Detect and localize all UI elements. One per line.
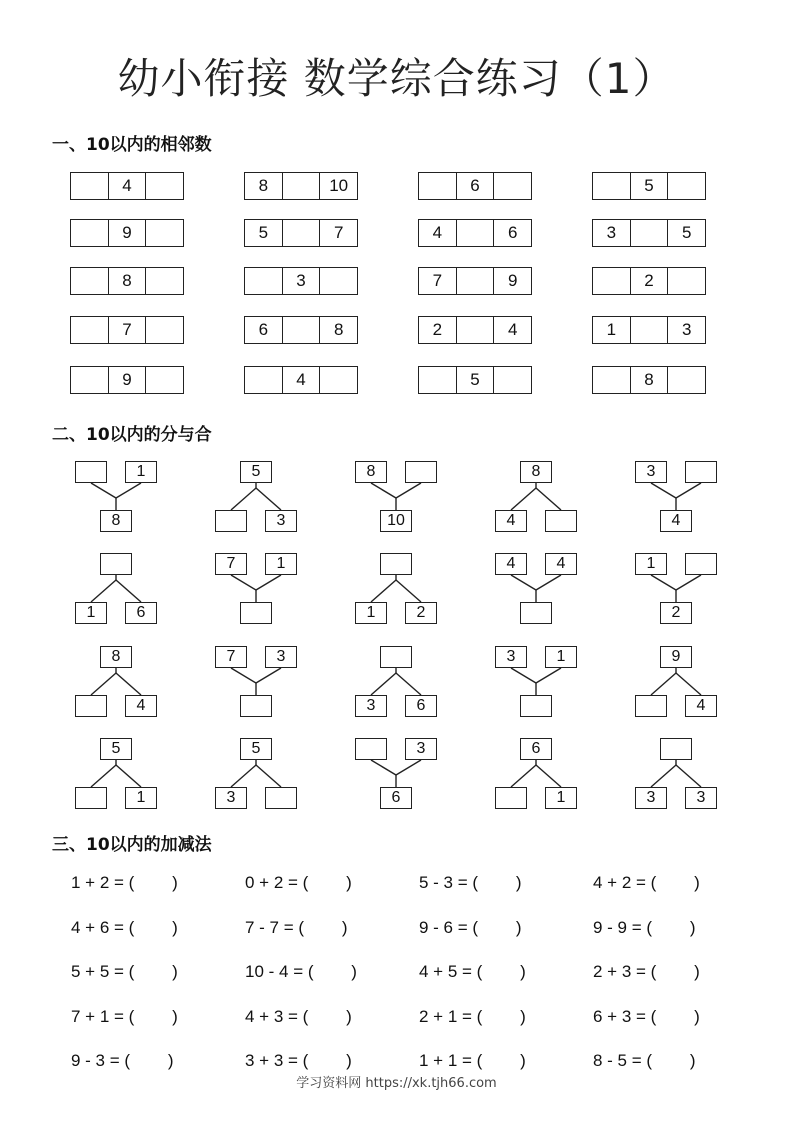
neighbor-strip [592, 366, 706, 394]
split-merge-tree [70, 645, 190, 719]
neighbor-strip [592, 219, 706, 247]
equation[interactable]: 7 + 1 = ( ) [71, 1007, 178, 1026]
neighbor-cell[interactable] [245, 367, 282, 393]
equation[interactable]: 3 + 3 = ( ) [245, 1051, 352, 1070]
neighbor-cell[interactable] [319, 367, 357, 393]
tree-box-total: 10 [380, 510, 412, 532]
tree-box-right-part[interactable] [685, 461, 717, 483]
neighbor-cell[interactable] [456, 317, 494, 343]
neighbor-strip [418, 267, 532, 295]
split-merge-tree [490, 460, 610, 534]
tree-box-left-part: 3 [495, 646, 527, 668]
neighbor-cell: 8 [630, 367, 668, 393]
split-merge-tree [210, 552, 330, 626]
neighbor-strip [70, 267, 184, 295]
tree-box-right-part: 1 [125, 461, 157, 483]
equation[interactable]: 7 - 7 = ( ) [245, 918, 348, 937]
neighbor-cell: 4 [282, 367, 320, 393]
neighbor-cell[interactable] [145, 173, 183, 199]
split-merge-tree [490, 737, 610, 811]
neighbor-cell: 4 [432, 223, 443, 242]
equation[interactable]: 8 - 5 = ( ) [593, 1051, 696, 1070]
tree-box-left-part: 3 [215, 787, 247, 809]
split-merge-tree [350, 645, 470, 719]
neighbor-cell[interactable] [630, 317, 668, 343]
tree-box-total[interactable] [660, 738, 692, 760]
neighbor-cell[interactable] [245, 268, 282, 294]
neighbor-cell[interactable] [145, 367, 183, 393]
tree-box-right-part[interactable] [405, 461, 437, 483]
tree-box-right-part[interactable] [685, 553, 717, 575]
neighbor-cell[interactable] [71, 367, 108, 393]
neighbor-cell: 8 [258, 176, 269, 195]
neighbor-cell: 7 [108, 317, 146, 343]
tree-box-total[interactable] [520, 602, 552, 624]
neighbor-cell[interactable] [145, 317, 183, 343]
neighbor-cell[interactable] [456, 268, 494, 294]
equation[interactable]: 10 - 4 = ( ) [245, 962, 357, 981]
neighbor-cell: 5 [456, 367, 494, 393]
section-title-split-merge: 二、10以内的分与合 [52, 425, 212, 445]
neighbor-cell: 6 [456, 173, 494, 199]
neighbor-cell[interactable] [456, 220, 494, 246]
split-merge-tree [630, 645, 750, 719]
tree-box-left-part[interactable] [75, 787, 107, 809]
neighbor-cell[interactable] [493, 367, 531, 393]
tree-box-right-part: 3 [265, 646, 297, 668]
neighbor-cell: 6 [258, 320, 269, 339]
split-merge-tree [70, 737, 190, 811]
section-title-arithmetic: 三、10以内的加减法 [52, 835, 212, 855]
neighbor-cell: 6 [493, 220, 531, 246]
neighbor-strip [70, 219, 184, 247]
neighbor-cell[interactable] [282, 173, 320, 199]
tree-box-total: 5 [240, 738, 272, 760]
neighbor-strip [70, 172, 184, 200]
tree-box-total[interactable] [240, 602, 272, 624]
neighbor-cell[interactable] [667, 268, 705, 294]
neighbor-cell: 2 [630, 268, 668, 294]
neighbor-cell[interactable] [419, 173, 456, 199]
neighbor-cell: 5 [258, 223, 269, 242]
tree-box-total: 6 [520, 738, 552, 760]
neighbor-strip [70, 316, 184, 344]
neighbor-cell[interactable] [71, 220, 108, 246]
tree-box-left-part[interactable] [635, 695, 667, 717]
equation[interactable]: 4 + 2 = ( ) [593, 873, 700, 892]
split-merge-tree [490, 645, 610, 719]
split-merge-tree [490, 552, 610, 626]
equation[interactable]: 5 + 5 = ( ) [71, 962, 178, 981]
split-merge-tree [70, 552, 190, 626]
neighbor-cell: 2 [432, 320, 443, 339]
tree-box-total: 8 [520, 461, 552, 483]
tree-box-left-part: 8 [355, 461, 387, 483]
neighbor-cell: 8 [319, 317, 357, 343]
split-merge-tree [210, 460, 330, 534]
page-title: 幼小衔接 数学综合练习（1） [117, 54, 676, 103]
split-merge-tree [630, 460, 750, 534]
neighbor-cell: 1 [606, 320, 617, 339]
tree-box-total: 5 [240, 461, 272, 483]
neighbor-strip [244, 172, 358, 200]
tree-box-total: 8 [100, 510, 132, 532]
tree-box-right-part: 2 [405, 602, 437, 624]
tree-box-right-part[interactable] [545, 510, 577, 532]
equation[interactable]: 5 - 3 = ( ) [419, 873, 522, 892]
neighbor-cell[interactable] [493, 173, 531, 199]
neighbor-strip [418, 219, 532, 247]
neighbor-cell: 8 [108, 268, 146, 294]
tree-box-left-part: 3 [355, 695, 387, 717]
neighbor-strip [418, 366, 532, 394]
neighbor-cell[interactable] [71, 173, 108, 199]
tree-box-left-part: 3 [635, 787, 667, 809]
neighbor-cell: 7 [319, 220, 357, 246]
neighbor-strip [70, 366, 184, 394]
tree-box-right-part: 3 [265, 510, 297, 532]
equation[interactable]: 4 + 3 = ( ) [245, 1007, 352, 1026]
split-merge-tree [630, 737, 750, 811]
tree-box-left-part: 4 [495, 510, 527, 532]
neighbor-cell: 3 [606, 223, 617, 242]
neighbor-cell[interactable] [319, 268, 357, 294]
equation[interactable]: 4 + 5 = ( ) [419, 962, 526, 981]
neighbor-cell[interactable] [667, 173, 705, 199]
tree-box-total[interactable] [100, 553, 132, 575]
footer-watermark: 学习资料网 https://xk.tjh66.com [296, 1076, 497, 1091]
split-merge-tree [350, 552, 470, 626]
tree-box-total: 6 [380, 787, 412, 809]
neighbor-cell[interactable] [145, 268, 183, 294]
split-merge-tree [350, 460, 470, 534]
neighbor-cell[interactable] [71, 317, 108, 343]
neighbor-strip [244, 366, 358, 394]
section-title-neighbors: 一、10以内的相邻数 [52, 135, 212, 155]
equation[interactable]: 0 + 2 = ( ) [245, 873, 352, 892]
equation[interactable]: 2 + 3 = ( ) [593, 962, 700, 981]
tree-box-left-part[interactable] [355, 738, 387, 760]
equation[interactable]: 9 - 6 = ( ) [419, 918, 522, 937]
split-merge-tree [210, 645, 330, 719]
neighbor-strip [244, 267, 358, 295]
equation[interactable]: 9 - 3 = ( ) [71, 1051, 174, 1070]
tree-box-right-part: 6 [405, 695, 437, 717]
tree-box-right-part: 4 [685, 695, 717, 717]
tree-box-total[interactable] [380, 646, 412, 668]
neighbor-cell: 10 [319, 173, 357, 199]
tree-box-right-part: 1 [125, 787, 157, 809]
tree-box-right-part: 1 [545, 646, 577, 668]
neighbor-cell: 9 [108, 220, 146, 246]
equation[interactable]: 2 + 1 = ( ) [419, 1007, 526, 1026]
neighbor-cell[interactable] [630, 220, 668, 246]
tree-box-total: 8 [100, 646, 132, 668]
tree-box-left-part[interactable] [495, 787, 527, 809]
neighbor-cell: 5 [667, 220, 705, 246]
neighbor-cell: 4 [493, 317, 531, 343]
equation[interactable]: 1 + 1 = ( ) [419, 1051, 526, 1070]
split-merge-tree [70, 460, 190, 534]
neighbor-cell[interactable] [593, 173, 630, 199]
tree-box-total[interactable] [240, 695, 272, 717]
neighbor-cell[interactable] [593, 268, 630, 294]
split-merge-tree [210, 737, 330, 811]
tree-box-left-part: 7 [215, 553, 247, 575]
neighbor-cell: 5 [630, 173, 668, 199]
neighbor-cell: 9 [493, 268, 531, 294]
tree-box-left-part: 1 [75, 602, 107, 624]
neighbor-cell: 7 [432, 271, 443, 290]
tree-box-right-part: 4 [125, 695, 157, 717]
neighbor-cell: 3 [282, 268, 320, 294]
tree-box-right-part: 1 [545, 787, 577, 809]
tree-box-left-part: 1 [355, 602, 387, 624]
tree-box-total: 9 [660, 646, 692, 668]
neighbor-cell[interactable] [593, 367, 630, 393]
tree-box-total: 4 [660, 510, 692, 532]
tree-box-total[interactable] [380, 553, 412, 575]
neighbor-cell[interactable] [282, 220, 320, 246]
tree-box-right-part: 1 [265, 553, 297, 575]
tree-box-left-part[interactable] [75, 461, 107, 483]
tree-box-left-part: 3 [635, 461, 667, 483]
tree-box-total: 5 [100, 738, 132, 760]
tree-box-left-part[interactable] [215, 510, 247, 532]
equation[interactable]: 1 + 2 = ( ) [71, 873, 178, 892]
tree-box-total: 2 [660, 602, 692, 624]
neighbor-strip [592, 316, 706, 344]
neighbor-strip [244, 316, 358, 344]
tree-box-left-part[interactable] [75, 695, 107, 717]
tree-box-right-part[interactable] [265, 787, 297, 809]
neighbor-cell[interactable] [419, 367, 456, 393]
tree-box-left-part: 7 [215, 646, 247, 668]
tree-box-right-part: 4 [545, 553, 577, 575]
tree-box-right-part: 6 [125, 602, 157, 624]
tree-box-left-part: 1 [635, 553, 667, 575]
neighbor-strip [244, 219, 358, 247]
tree-box-right-part: 3 [685, 787, 717, 809]
neighbor-strip [418, 316, 532, 344]
neighbor-cell[interactable] [145, 220, 183, 246]
neighbor-cell[interactable] [667, 367, 705, 393]
neighbor-strip [418, 172, 532, 200]
tree-box-total[interactable] [520, 695, 552, 717]
equation[interactable]: 6 + 3 = ( ) [593, 1007, 700, 1026]
neighbor-strip [592, 172, 706, 200]
neighbor-cell: 4 [108, 173, 146, 199]
neighbor-cell[interactable] [282, 317, 320, 343]
neighbor-cell: 3 [667, 317, 705, 343]
split-merge-tree [630, 552, 750, 626]
equation[interactable]: 9 - 9 = ( ) [593, 918, 696, 937]
split-merge-tree [350, 737, 470, 811]
equation[interactable]: 4 + 6 = ( ) [71, 918, 178, 937]
tree-box-right-part: 3 [405, 738, 437, 760]
tree-box-left-part: 4 [495, 553, 527, 575]
neighbor-strip [592, 267, 706, 295]
neighbor-cell: 9 [108, 367, 146, 393]
neighbor-cell[interactable] [71, 268, 108, 294]
